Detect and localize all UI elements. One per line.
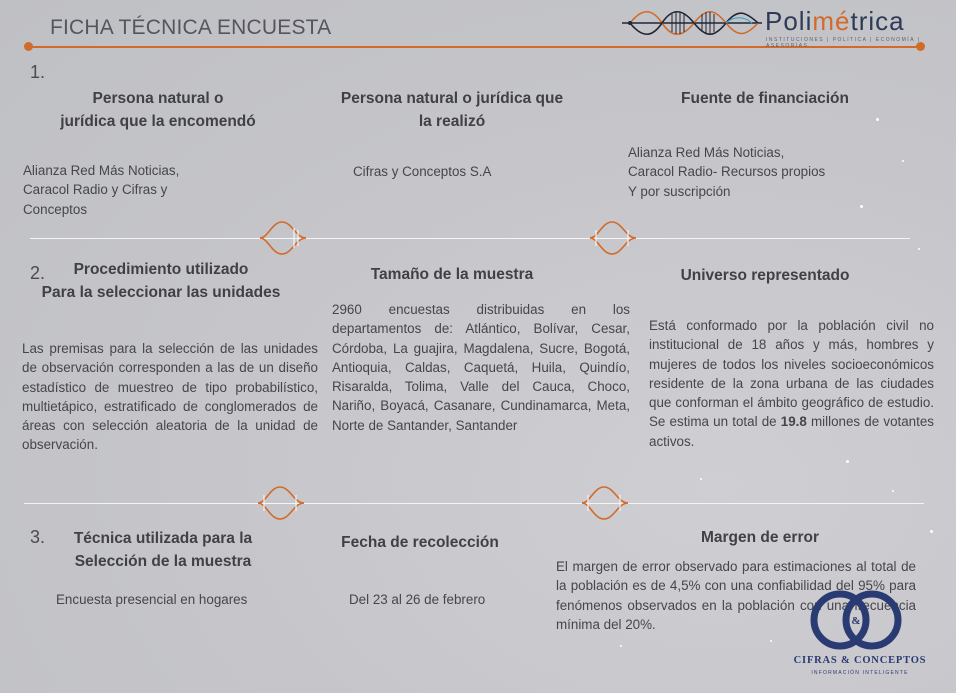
polimetrica-tagline: INSTITUCIONES | POLÍTICA | ECONOMÍA | ASESORÍAS xyxy=(766,37,921,49)
heading-encomendo: Persona natural o jurídica que la encomendó xyxy=(60,90,256,130)
text-encomendo: Alianza Red Más Noticias, Caracol Radio y Cifras y Conceptos xyxy=(23,163,180,217)
heading-fecha: Fecha de recolección xyxy=(341,534,499,551)
sparkle-dot xyxy=(846,460,849,463)
heading-procedimiento: Procedimiento utilizado Para la seleccionar las unidades xyxy=(41,261,281,301)
heading-tecnica: Técnica utilizada para la Selección de la muestra xyxy=(73,530,253,570)
text-realizo: Cifras y Conceptos S.A xyxy=(353,164,492,179)
heading-realizo: Persona natural o jurídica que la realizó xyxy=(340,90,564,130)
dna-helix-icon xyxy=(622,6,762,40)
sparkle-dot xyxy=(892,490,894,492)
polimetrica-logo: Polimétrica xyxy=(765,6,905,36)
section-divider-1 xyxy=(30,238,910,239)
heading-universo: Universo representado xyxy=(680,267,850,284)
text-procedimiento: Las premisas para la selección de las unidades de observación corresponden a las de un diseño estadístico de muestreo de tipo probabilístico, multietápico, estratificado de conglomerados de áreas con selección aleatoria de la unidad de observación. xyxy=(22,341,318,453)
spiral-ornament-icon xyxy=(580,485,630,521)
sparkle-dot xyxy=(918,248,920,250)
section-number-2: 2. xyxy=(30,263,46,283)
cifras-conceptos-monogram xyxy=(806,587,906,653)
text-tecnica: Encuesta presencial en hogares xyxy=(56,592,248,607)
section-number-1: 1. xyxy=(30,62,46,82)
sparkle-dot xyxy=(860,205,863,208)
section-number-3: 3. xyxy=(30,527,46,547)
svg-text:&: & xyxy=(851,615,861,627)
heading-financiacion: Fuente de financiación xyxy=(681,90,849,107)
spiral-ornament-icon xyxy=(256,485,306,521)
heading-margen: Margen de error xyxy=(700,529,819,546)
text-tamano: 2960 encuestas distribuidas en los departamentos de: Atlántico, Bolívar, Cesar, Córdoba, La guajira, Magdalena, Sucre, Bogotá, Antioquia, Caldas, Caquetá, Huila, Quindío, Risaralda, Tolima, Valle del Cauca, Choco, Nariño, Boyacá, Casanare, Cundinamarca, Meta, Norte de Santander, Santander xyxy=(332,302,630,433)
cifras-conceptos-name: CIFRAS & CONCEPTOS xyxy=(793,655,927,666)
page-title: FICHA TÉCNICA ENCUESTA xyxy=(50,16,332,39)
sparkle-dot xyxy=(770,640,772,642)
sparkle-dot xyxy=(620,645,622,647)
text-universo: Está conformado por la población civil no institucional de 18 años y más, hombres y mujeres de todos los niveles socioeconómicos residente de la zona urbana de las ciudades que conforman el ámbito geográfico de estudio. Se estima un total de 19.8 millones de votantes activos. xyxy=(649,318,934,449)
rule-endpoint-left xyxy=(24,42,33,51)
heading-tamano: Tamaño de la muestra xyxy=(370,266,534,283)
sparkle-dot xyxy=(902,160,904,162)
spiral-ornament-icon xyxy=(588,220,638,256)
text-financiacion: Alianza Red Más Noticias, Caracol Radio- Recursos propios Y por suscripción xyxy=(628,145,826,199)
text-fecha: Del 23 al 26 de febrero xyxy=(349,592,486,607)
section-divider-2 xyxy=(24,503,924,504)
sparkle-dot xyxy=(700,478,702,480)
sparkle-dot xyxy=(930,530,933,533)
sparkle-dot xyxy=(876,118,879,121)
spiral-ornament-icon xyxy=(258,220,308,256)
text-margen: El margen de error observado para estimaciones al total de la población es de 4,5% con una confiabilidad del 95% para fenómenos observados en la población con una frecuencia mínima del 20%. xyxy=(556,559,916,632)
cifras-conceptos-tagline: INFORMACIÓN INTELIGENTE xyxy=(811,670,909,676)
